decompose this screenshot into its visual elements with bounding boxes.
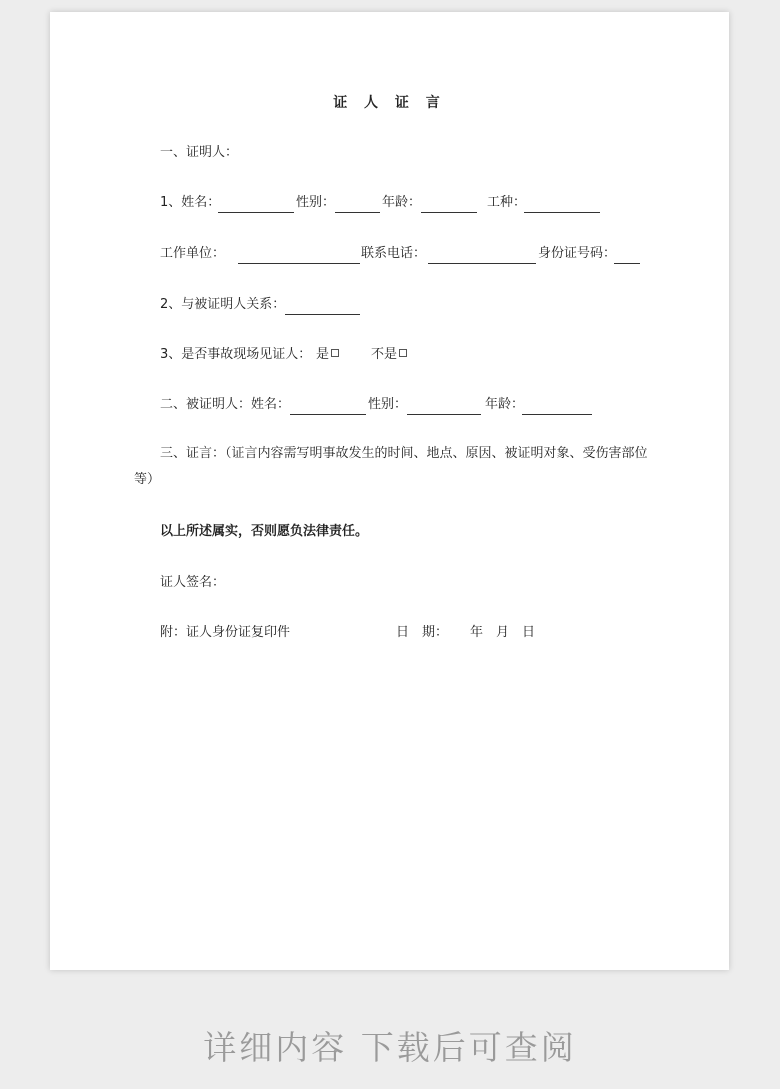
work-unit-field[interactable] (238, 263, 360, 264)
signature-label: 证人签名： (160, 575, 226, 590)
name-label: 1、姓名： (160, 195, 221, 210)
s2-gender-field[interactable] (407, 414, 481, 415)
section2-heading: 二、被证明人：姓名： (160, 397, 291, 412)
no-label: 不是 (371, 347, 398, 362)
document-title: 证 人 证 言 (333, 95, 446, 111)
age-label: 年龄： (382, 195, 422, 210)
document-page (50, 12, 729, 970)
date-ymd: 年 月 日 (470, 625, 536, 640)
footer-caption: 详细内容 下载后可查阅 (203, 1028, 577, 1067)
statement: 以上所述属实，否则愿负法律责任。 (160, 524, 369, 539)
s2-age-label: 年龄： (485, 397, 525, 412)
date-label: 日 期： (396, 625, 449, 640)
s2-gender-label: 性别： (368, 397, 408, 412)
s2-age-field[interactable] (522, 414, 592, 415)
attachment-label: 附：证人身份证复印件 (160, 625, 291, 640)
section1-heading: 一、证明人： (160, 145, 239, 160)
yes-checkbox[interactable] (331, 349, 339, 357)
job-field[interactable] (524, 212, 600, 213)
gender-field[interactable] (335, 212, 380, 213)
gender-label: 性别： (296, 195, 336, 210)
work-unit-label: 工作单位： (160, 246, 226, 261)
relation-field[interactable] (285, 314, 360, 315)
section3-line2: 等） (134, 472, 161, 487)
age-field[interactable] (421, 212, 477, 213)
phone-field[interactable] (428, 263, 536, 264)
id-field[interactable] (614, 263, 640, 264)
job-label: 工种： (487, 195, 527, 210)
no-option[interactable] (371, 346, 407, 364)
witness-question: 3、是否事故现场见证人： (160, 347, 312, 362)
phone-label: 联系电话： (361, 246, 427, 261)
yes-option[interactable] (316, 346, 339, 364)
no-checkbox[interactable] (399, 349, 407, 357)
relation-label: 2、与被证明人关系： (160, 297, 286, 312)
name-field[interactable] (218, 212, 294, 213)
section3-line1: 三、证言：（证言内容需写明事故发生的时间、地点、原因、被证明对象、受伤害部位 (160, 446, 648, 461)
s2-name-field[interactable] (290, 414, 366, 415)
yes-label: 是 (316, 347, 330, 362)
id-label: 身份证号码： (538, 246, 617, 261)
